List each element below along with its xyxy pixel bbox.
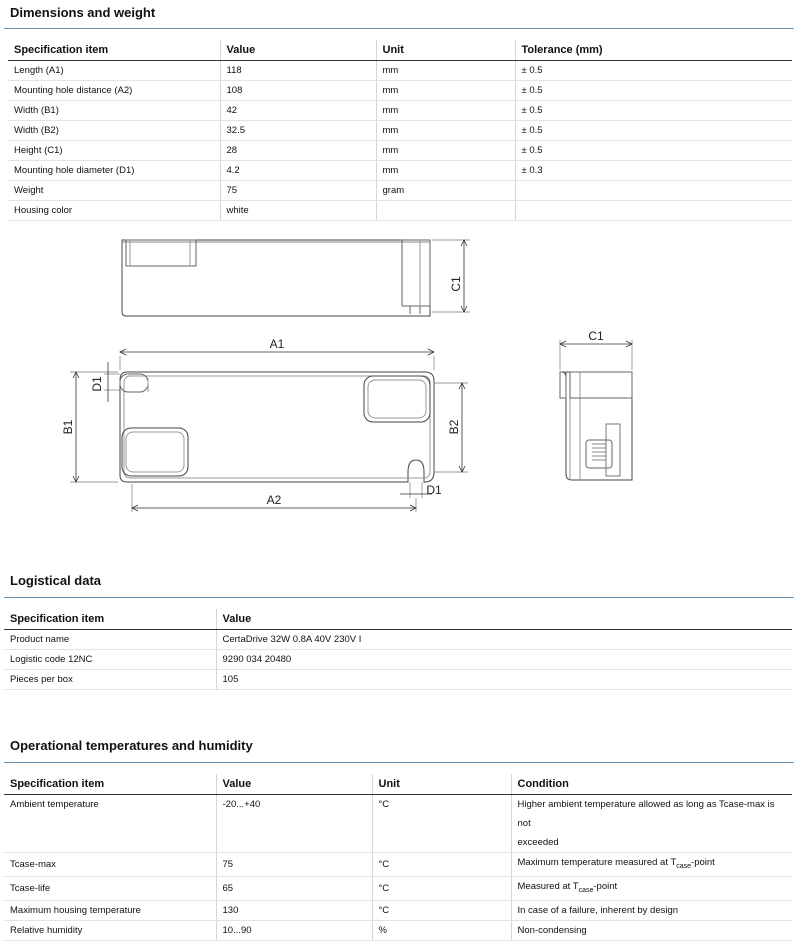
- table-header-row: [8, 40, 792, 61]
- condition-text: -point: [593, 880, 618, 892]
- cell: [376, 201, 515, 221]
- table-row: [8, 181, 792, 201]
- cell: 42: [220, 101, 376, 121]
- cell: ± 0.5: [515, 101, 792, 121]
- cell: ± 0.5: [515, 141, 792, 161]
- column-header: Value: [216, 609, 792, 630]
- cell: Housing color: [8, 201, 220, 221]
- cell: 4.2: [220, 161, 376, 181]
- cell: %: [372, 920, 511, 940]
- label-a1: A1: [269, 337, 285, 351]
- table-row: [8, 61, 792, 81]
- cell: Height (C1): [8, 141, 220, 161]
- cell: CertaDrive 32W 0.8A 40V 230V I: [216, 630, 792, 650]
- cell: [515, 201, 792, 221]
- table-row: [4, 920, 792, 940]
- cell: Width (B1): [8, 101, 220, 121]
- cell: °C: [372, 853, 511, 877]
- column-header: Specification item: [8, 40, 220, 61]
- cell: 118: [220, 61, 376, 81]
- cell: Tcase-life: [4, 876, 216, 900]
- section-title-operational: Operational temperatures and humidity: [10, 738, 253, 753]
- cell: mm: [376, 121, 515, 141]
- condition-text: -point: [691, 857, 715, 868]
- cell: ± 0.3: [515, 161, 792, 181]
- column-header: Condition: [511, 774, 792, 795]
- operational-table: [4, 774, 792, 941]
- section-title-dimensions: Dimensions and weight: [10, 5, 156, 20]
- section-rule: [4, 28, 794, 29]
- cell: ± 0.5: [515, 61, 792, 81]
- section-title-logistical: Logistical data: [10, 573, 102, 588]
- cell: mm: [376, 141, 515, 161]
- label-c1-side: C1: [449, 276, 463, 292]
- cell: mm: [376, 161, 515, 181]
- cell: mm: [376, 61, 515, 81]
- cell: Non-condensing: [511, 920, 792, 940]
- label-a2: A2: [266, 493, 282, 507]
- logistical-table: [4, 609, 792, 690]
- cell: 75: [216, 853, 372, 877]
- label-d1-bottom: D1: [426, 483, 442, 497]
- cell: Mounting hole diameter (D1): [8, 161, 220, 181]
- cell: 9290 034 20480: [216, 650, 792, 670]
- cell: 65: [216, 876, 372, 900]
- table-row: [8, 121, 792, 141]
- table-header-row: [4, 609, 792, 630]
- table-row: [8, 201, 792, 221]
- cell: -20...+40: [216, 795, 372, 853]
- cell: gram: [376, 181, 515, 201]
- cell: 32.5: [220, 121, 376, 141]
- column-header: Value: [216, 774, 372, 795]
- dimensions-table: [8, 40, 792, 221]
- side-view: [122, 240, 470, 316]
- table-row: [4, 853, 792, 877]
- cell: [511, 795, 792, 853]
- cell: ± 0.5: [515, 81, 792, 101]
- table-row: [8, 141, 792, 161]
- table-row: [4, 650, 792, 670]
- end-view: [560, 340, 632, 480]
- dimension-drawing: [0, 228, 802, 528]
- column-header: Unit: [372, 774, 511, 795]
- subscript: case: [676, 862, 692, 870]
- cell: 10...90: [216, 920, 372, 940]
- condition-line: exceeded: [517, 837, 559, 848]
- cell: mm: [376, 81, 515, 101]
- cell: 28: [220, 141, 376, 161]
- column-header: Value: [220, 40, 376, 61]
- label-b1: B1: [61, 419, 75, 435]
- table-row: [8, 161, 792, 181]
- cell: Tcase-max: [4, 853, 216, 877]
- cell: mm: [376, 101, 515, 121]
- top-view: [70, 349, 468, 512]
- cell: Weight: [8, 181, 220, 201]
- cell: Width (B2): [8, 121, 220, 141]
- cell: Maximum housing temperature: [4, 900, 216, 920]
- cell: white: [220, 201, 376, 221]
- cell: °C: [372, 795, 511, 853]
- cell: 75: [220, 181, 376, 201]
- cell: In case of a failure, inherent by design: [511, 900, 792, 920]
- column-header: Specification item: [4, 774, 216, 795]
- label-b2: B2: [447, 419, 461, 435]
- cell: °C: [372, 876, 511, 900]
- cell: ± 0.5: [515, 121, 792, 141]
- table-row: [8, 81, 792, 101]
- label-d1-top: D1: [90, 376, 104, 392]
- cell: [515, 181, 792, 201]
- column-header: Tolerance (mm): [515, 40, 792, 61]
- subscript: case: [578, 886, 594, 894]
- table-row: [4, 900, 792, 920]
- condition-line: Higher ambient temperature allowed as long as Tcase-max is not: [517, 799, 775, 829]
- cell: °C: [372, 900, 511, 920]
- cell: [511, 853, 792, 877]
- cell: [511, 876, 792, 900]
- condition-text: Measured at T: [517, 880, 579, 892]
- column-header: Unit: [376, 40, 515, 61]
- table-header-row: [4, 774, 792, 795]
- section-rule: [4, 762, 794, 763]
- cell: Pieces per box: [4, 670, 216, 690]
- table-row: [8, 101, 792, 121]
- table-row: [4, 795, 792, 853]
- cell: 108: [220, 81, 376, 101]
- cell: Length (A1): [8, 61, 220, 81]
- cell: Logistic code 12NC: [4, 650, 216, 670]
- cell: 105: [216, 670, 792, 690]
- section-rule: [4, 597, 794, 598]
- column-header: Specification item: [4, 609, 216, 630]
- table-row: [4, 630, 792, 650]
- cell: 130: [216, 900, 372, 920]
- cell: Product name: [4, 630, 216, 650]
- table-row: [4, 876, 792, 900]
- label-c1-end: C1: [588, 329, 604, 343]
- cell: Relative humidity: [4, 920, 216, 940]
- condition-text: Maximum temperature measured at T: [517, 857, 677, 868]
- cell: Mounting hole distance (A2): [8, 81, 220, 101]
- cell: Ambient temperature: [4, 795, 216, 853]
- table-row: [4, 670, 792, 690]
